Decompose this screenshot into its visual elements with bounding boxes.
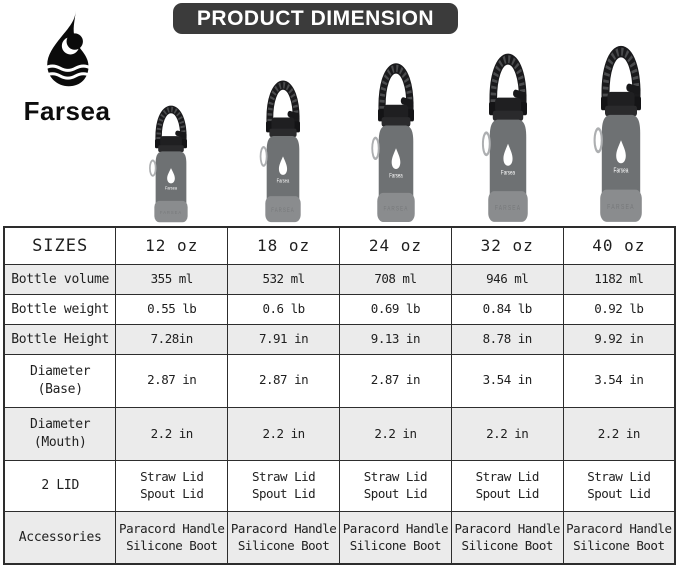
table-cell: 2.2 in (339, 407, 451, 460)
table-row (4, 354, 675, 407)
dimension-table (3, 226, 676, 565)
table-header-sizes: SIZES (4, 227, 116, 265)
table-cell: 532 ml (228, 265, 340, 295)
svg-text:Farsea: Farsea (165, 185, 177, 191)
table-cell: Straw Lid Spout Lid (563, 461, 675, 512)
table-cell: 708 ml (339, 265, 451, 295)
water-bottle-icon (139, 101, 203, 223)
table-cell: 355 ml (116, 265, 228, 295)
table-cell: 0.69 lb (339, 295, 451, 325)
table-header-32-oz: 32 oz (451, 227, 563, 265)
table-cell: 0.84 lb (451, 295, 563, 325)
table-header-40-oz: 40 oz (563, 227, 675, 265)
row-label: Diameter (Base) (4, 354, 116, 407)
table-cell: 7.28in (116, 324, 228, 354)
table-header-18-oz: 18 oz (228, 227, 340, 265)
table-cell: Paracord Handle Silicone Boot (563, 512, 675, 564)
svg-text:FARSEA: FARSEA (383, 205, 409, 213)
table-cell: 3.54 in (451, 354, 563, 407)
row-label: 2 LID (4, 461, 116, 512)
bottle-image-24-oz (360, 57, 432, 223)
row-label: Diameter (Mouth) (4, 407, 116, 460)
table-cell: Straw Lid Spout Lid (451, 461, 563, 512)
svg-text:Farsea: Farsea (500, 169, 516, 177)
table-cell: 1182 ml (563, 265, 675, 295)
table-cell: Straw Lid Spout Lid (228, 461, 340, 512)
table-cell: 7.91 in (228, 324, 340, 354)
page-title: PRODUCT DIMENSION (173, 3, 458, 34)
table-cell: Paracord Handle Silicone Boot (228, 512, 340, 564)
brand-name: Farsea (23, 96, 111, 126)
bottle-image-12-oz (139, 101, 203, 223)
table-cell: Paracord Handle Silicone Boot (339, 512, 451, 564)
table-row (4, 324, 675, 354)
bottle-lineup (0, 0, 679, 226)
bottle-image-18-oz (249, 75, 317, 223)
table-cell: 0.6 lb (228, 295, 340, 325)
table-cell: 9.13 in (339, 324, 451, 354)
table-cell: Paracord Handle Silicone Boot (116, 512, 228, 564)
water-bottle-icon (360, 57, 432, 223)
water-bottle-icon (249, 75, 317, 223)
table-cell: 3.54 in (563, 354, 675, 407)
table-cell: 0.55 lb (116, 295, 228, 325)
table-cell: Straw Lid Spout Lid (116, 461, 228, 512)
bottle-image-32-oz (470, 47, 546, 223)
table-cell: 9.92 in (563, 324, 675, 354)
svg-text:Farsea: Farsea (613, 167, 629, 175)
table-cell: 2.2 in (563, 407, 675, 460)
table-cell: 946 ml (451, 265, 563, 295)
table-row (4, 512, 675, 564)
water-bottle-icon (470, 47, 546, 223)
table-cell: 2.2 in (228, 407, 340, 460)
svg-text:Farsea: Farsea (276, 178, 290, 185)
table-cell: Paracord Handle Silicone Boot (451, 512, 563, 564)
row-label: Bottle Height (4, 324, 116, 354)
svg-text:FARSEA: FARSEA (607, 203, 635, 212)
table-cell: 2.87 in (228, 354, 340, 407)
table-row (4, 407, 675, 460)
svg-text:FARSEA: FARSEA (271, 207, 295, 215)
svg-text:FARSEA: FARSEA (159, 209, 183, 215)
table-cell: Straw Lid Spout Lid (339, 461, 451, 512)
water-bottle-icon (581, 39, 661, 223)
table-cell: 2.87 in (339, 354, 451, 407)
svg-text:Farsea: Farsea (389, 172, 403, 180)
table-cell: 8.78 in (451, 324, 563, 354)
table-row (4, 461, 675, 512)
row-label: Accessories (4, 512, 116, 564)
bottle-image-40-oz (581, 39, 661, 223)
table-header-12-oz: 12 oz (116, 227, 228, 265)
table-row (4, 265, 675, 295)
row-label: Bottle volume (4, 265, 116, 295)
table-header-row (4, 227, 675, 265)
table-header-24-oz: 24 oz (339, 227, 451, 265)
table-cell: 2.2 in (451, 407, 563, 460)
row-label: Bottle weight (4, 295, 116, 325)
table-cell: 2.87 in (116, 354, 228, 407)
table-row (4, 295, 675, 325)
svg-text:FARSEA: FARSEA (494, 203, 522, 213)
table-cell: 2.2 in (116, 407, 228, 460)
table-cell: 0.92 lb (563, 295, 675, 325)
